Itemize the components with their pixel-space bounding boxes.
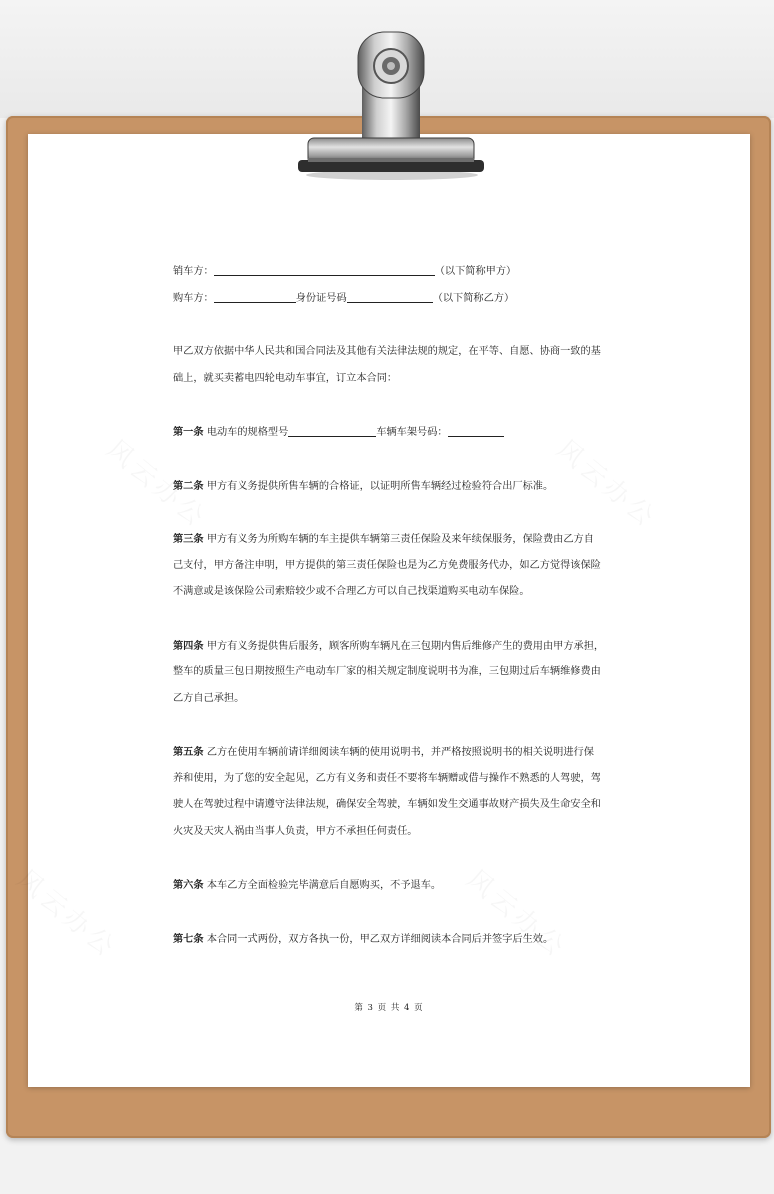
article-text: 本车乙方全面检验完毕满意后自愿购买，不予退车。 (206, 880, 442, 891)
frame-number-field[interactable] (448, 423, 504, 437)
seller-name-field[interactable] (214, 262, 435, 276)
buyer-line (173, 286, 603, 313)
article-title: 第五条 (173, 746, 204, 758)
article-1 (173, 419, 603, 446)
article-text: 己支付，甲方备注申明，甲方提供的第三责任保险也是为乙方免费服务代办，如乙方觉得该保险 (173, 559, 601, 571)
buyer-name-field[interactable] (214, 289, 296, 303)
model-field[interactable] (288, 423, 376, 437)
intro-line: 础上，就买卖蓄电四轮电动车事宜，订立本合同： (173, 372, 398, 384)
background-wall (0, 0, 774, 118)
page-number: 第 3 页 共 4 页 (354, 1003, 424, 1013)
intro-line: 甲乙双方依据中华人民共和国合同法及其他有关法律法规的规定，在平等、自愿、协商一致的基 (173, 346, 601, 357)
article-text: 养和使用，为了您的安全起见，乙方有义务和责任不要将车辆赠或借与操作不熟悉的人驾驶，驾 (173, 772, 601, 784)
article-text: 甲方有义务提供售后服务，顾客所购车辆凡在三包期内售后维修产生的费用由甲方承担， (206, 640, 605, 652)
article-title: 第一条 (173, 426, 204, 438)
seller-suffix: （以下简称甲方） (434, 266, 517, 277)
id-label: 身份证号码 (295, 292, 347, 304)
buyer-suffix: （以下简称乙方） (432, 292, 515, 304)
article-3 (173, 526, 603, 553)
article-6 (173, 872, 603, 899)
article-title: 第六条 (173, 879, 204, 891)
contract-body (173, 259, 603, 952)
article-2 (173, 473, 603, 500)
article-text: 不满意或是该保险公司索赔较少或不合理乙方可以自己找渠道购买电动车保险。 (173, 586, 530, 597)
article-text: 驶人在驾驶过程中请遵守法律法规，确保安全驾驶，车辆如发生交通事故财产损失及生命安全和 (173, 799, 601, 810)
article-text: 乙方在使用车辆前请详细阅读车辆的使用说明书，并严格按照说明书的相关说明进行保 (206, 747, 594, 758)
article-title: 第三条 (173, 533, 204, 545)
article-5 (173, 739, 603, 766)
article-title: 第七条 (173, 932, 204, 945)
article-title: 第二条 (173, 479, 204, 492)
article-text: 电动车的规格型号 (206, 427, 289, 438)
seller-label: 销车方： (173, 266, 214, 277)
article-text: 本合同一式两份，双方各执一份，甲乙双方详细阅读本合同后并签字后生效。 (206, 933, 554, 945)
article-text: 车辆车架号码： (376, 427, 448, 438)
watermark (10, 860, 126, 965)
article-text: 整车的质量三包日期按照生产电动车厂家的相关规定制度说明书为准，三包期过后车辆维修费由 (173, 666, 601, 677)
article-text: 火灾及天灾人祸由当事人负责，甲方不承担任何责任。 (173, 825, 418, 837)
article-text: 甲方有义务提供所售车辆的合格证，以证明所售车辆经过检验符合出厂标准。 (206, 480, 554, 492)
article-7 (173, 926, 603, 953)
article-4 (173, 633, 603, 660)
buyer-label: 购车方： (173, 292, 214, 304)
article-text: 甲方有义务为所购车辆的车主提供车辆第三责任保险及来年续保服务，保险费由乙方自 (206, 534, 594, 545)
article-title: 第四条 (173, 639, 204, 652)
id-number-field[interactable] (347, 289, 433, 303)
seller-line (173, 259, 603, 286)
article-text: 乙方自己承担。 (173, 692, 245, 704)
